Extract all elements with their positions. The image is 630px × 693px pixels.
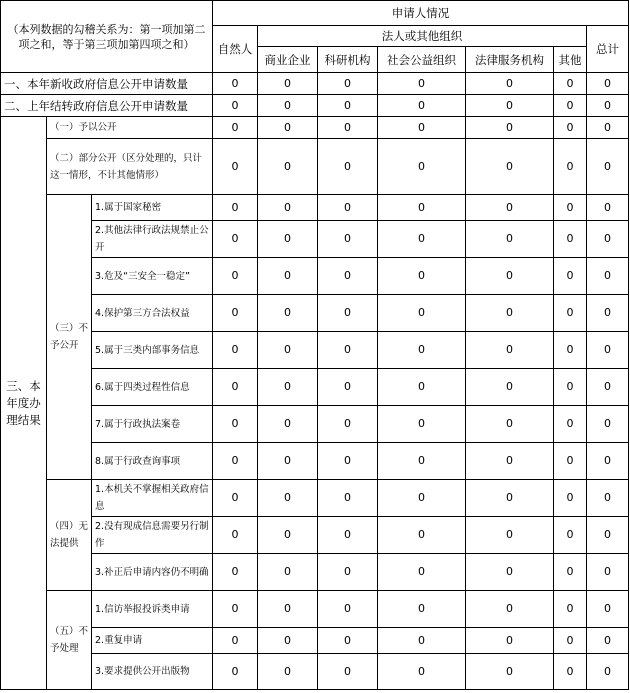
value-cell: 0 — [213, 73, 258, 95]
value-cell: 0 — [466, 73, 554, 95]
row-label: 1.属于国家秘密 — [92, 195, 213, 221]
value-cell: 0 — [378, 517, 466, 554]
value-cell: 0 — [554, 332, 587, 369]
value-cell: 0 — [378, 195, 466, 221]
value-cell: 0 — [554, 654, 587, 690]
applicant-info-header: 申请人情况 — [213, 1, 629, 26]
row-label: 1.信访举报投诉类申请 — [92, 591, 213, 628]
row-label: 一、本年新收政府信息公开申请数量 — [1, 73, 213, 95]
value-cell: 0 — [587, 258, 629, 295]
value-cell: 0 — [466, 443, 554, 480]
value-cell: 0 — [213, 406, 258, 443]
value-cell: 0 — [587, 480, 629, 517]
value-cell: 0 — [378, 591, 466, 628]
value-cell: 0 — [318, 517, 378, 554]
section3-label: 三、本年度办理结果 — [1, 117, 47, 690]
value-cell: 0 — [378, 95, 466, 117]
value-cell: 0 — [213, 369, 258, 406]
value-cell: 0 — [318, 332, 378, 369]
value-cell: 0 — [258, 139, 318, 195]
row-label: 1.本机关不掌握相关政府信息 — [92, 480, 213, 517]
table-row — [1, 443, 629, 480]
value-cell: 0 — [318, 221, 378, 258]
row-label: 8.属于行政查询事项 — [92, 443, 213, 480]
table-row — [1, 628, 629, 654]
value-cell: 0 — [213, 628, 258, 654]
value-cell: 0 — [318, 654, 378, 690]
row-label: （一）予以公开 — [47, 117, 213, 139]
table-row — [1, 221, 629, 258]
value-cell: 0 — [554, 73, 587, 95]
value-cell: 0 — [466, 295, 554, 332]
value-cell: 0 — [258, 517, 318, 554]
value-cell: 0 — [318, 95, 378, 117]
legal-entities-header: 法人或其他组织 — [258, 26, 587, 47]
group-label: （三）不予公开 — [47, 195, 92, 480]
value-cell: 0 — [587, 117, 629, 139]
value-cell: 0 — [554, 554, 587, 591]
value-cell: 0 — [213, 332, 258, 369]
row-label: （二）部分公开（区分处理的，只计这一情形，不计其他情形） — [47, 139, 213, 195]
value-cell: 0 — [587, 369, 629, 406]
table-row — [1, 517, 629, 554]
value-cell: 0 — [466, 628, 554, 654]
value-cell: 0 — [258, 195, 318, 221]
value-cell: 0 — [554, 295, 587, 332]
row-label: 2.没有现成信息需要另行制作 — [92, 517, 213, 554]
table-row — [1, 332, 629, 369]
value-cell: 0 — [258, 554, 318, 591]
value-cell: 0 — [213, 554, 258, 591]
value-cell: 0 — [466, 654, 554, 690]
category-header: 商业企业 — [258, 47, 318, 73]
value-cell: 0 — [378, 628, 466, 654]
value-cell: 0 — [466, 195, 554, 221]
value-cell: 0 — [213, 139, 258, 195]
category-header: 科研机构 — [318, 47, 378, 73]
value-cell: 0 — [554, 95, 587, 117]
value-cell: 0 — [554, 480, 587, 517]
value-cell: 0 — [258, 480, 318, 517]
value-cell: 0 — [318, 369, 378, 406]
value-cell: 0 — [258, 95, 318, 117]
value-cell: 0 — [378, 258, 466, 295]
value-cell: 0 — [466, 332, 554, 369]
table-row — [1, 117, 629, 139]
value-cell: 0 — [554, 139, 587, 195]
value-cell: 0 — [554, 117, 587, 139]
value-cell: 0 — [258, 443, 318, 480]
value-cell: 0 — [258, 258, 318, 295]
value-cell: 0 — [258, 369, 318, 406]
value-cell: 0 — [318, 554, 378, 591]
value-cell: 0 — [554, 517, 587, 554]
table-row — [1, 95, 629, 117]
row-label: 2.其他法律行政法规禁止公开 — [92, 221, 213, 258]
table-row — [1, 591, 629, 628]
row-label: 5.属于三类内部事务信息 — [92, 332, 213, 369]
value-cell: 0 — [378, 139, 466, 195]
value-cell: 0 — [466, 591, 554, 628]
value-cell: 0 — [378, 554, 466, 591]
value-cell: 0 — [587, 443, 629, 480]
value-cell: 0 — [554, 369, 587, 406]
value-cell: 0 — [318, 139, 378, 195]
value-cell: 0 — [466, 517, 554, 554]
table-row — [1, 554, 629, 591]
value-cell: 0 — [318, 117, 378, 139]
value-cell: 0 — [213, 443, 258, 480]
value-cell: 0 — [318, 628, 378, 654]
value-cell: 0 — [587, 517, 629, 554]
value-cell: 0 — [318, 258, 378, 295]
value-cell: 0 — [587, 332, 629, 369]
header-note: （本列数据的勾稽关系为：第一项加第二项之和，等于第三项加第四项之和） — [1, 1, 213, 73]
value-cell: 0 — [587, 628, 629, 654]
table-row — [1, 73, 629, 95]
total-header: 总计 — [587, 26, 629, 73]
table-row — [1, 195, 629, 221]
value-cell: 0 — [378, 480, 466, 517]
value-cell: 0 — [213, 591, 258, 628]
value-cell: 0 — [213, 258, 258, 295]
group-label: （四）无法提供 — [47, 480, 92, 591]
value-cell: 0 — [378, 369, 466, 406]
value-cell: 0 — [378, 73, 466, 95]
value-cell: 0 — [318, 591, 378, 628]
row-label: 2.重复申请 — [92, 628, 213, 654]
value-cell: 0 — [378, 295, 466, 332]
value-cell: 0 — [587, 221, 629, 258]
value-cell: 0 — [258, 295, 318, 332]
value-cell: 0 — [318, 480, 378, 517]
value-cell: 0 — [466, 480, 554, 517]
value-cell: 0 — [258, 332, 318, 369]
value-cell: 0 — [258, 628, 318, 654]
value-cell: 0 — [466, 95, 554, 117]
value-cell: 0 — [466, 406, 554, 443]
value-cell: 0 — [554, 406, 587, 443]
value-cell: 0 — [258, 406, 318, 443]
row-label: 6.属于四类过程性信息 — [92, 369, 213, 406]
value-cell: 0 — [258, 654, 318, 690]
value-cell: 0 — [213, 195, 258, 221]
value-cell: 0 — [554, 591, 587, 628]
value-cell: 0 — [258, 117, 318, 139]
row-label: 3.补正后申请内容仍不明确 — [92, 554, 213, 591]
value-cell: 0 — [318, 295, 378, 332]
value-cell: 0 — [213, 95, 258, 117]
table-row — [1, 295, 629, 332]
row-label: 3.危及“三安全一稳定” — [92, 258, 213, 295]
value-cell: 0 — [318, 443, 378, 480]
value-cell: 0 — [587, 654, 629, 690]
value-cell: 0 — [213, 295, 258, 332]
value-cell: 0 — [318, 406, 378, 443]
value-cell: 0 — [466, 258, 554, 295]
natural-person-header: 自然人 — [213, 26, 258, 73]
value-cell: 0 — [258, 73, 318, 95]
value-cell: 0 — [378, 332, 466, 369]
row-label: 3.要求提供公开出版物 — [92, 654, 213, 690]
value-cell: 0 — [378, 443, 466, 480]
value-cell: 0 — [554, 221, 587, 258]
value-cell: 0 — [554, 258, 587, 295]
value-cell: 0 — [258, 591, 318, 628]
table-row — [1, 406, 629, 443]
value-cell: 0 — [213, 221, 258, 258]
value-cell: 0 — [587, 73, 629, 95]
table-row — [1, 139, 629, 195]
value-cell: 0 — [554, 628, 587, 654]
value-cell: 0 — [213, 117, 258, 139]
category-header: 其他 — [554, 47, 587, 73]
row-label: 4.保护第三方合法权益 — [92, 295, 213, 332]
row-label: 7.属于行政执法案卷 — [92, 406, 213, 443]
value-cell: 0 — [378, 221, 466, 258]
value-cell: 0 — [466, 139, 554, 195]
value-cell: 0 — [466, 369, 554, 406]
value-cell: 0 — [213, 517, 258, 554]
value-cell: 0 — [258, 221, 318, 258]
value-cell: 0 — [213, 480, 258, 517]
value-cell: 0 — [213, 654, 258, 690]
value-cell: 0 — [587, 591, 629, 628]
table-row — [1, 369, 629, 406]
value-cell: 0 — [466, 221, 554, 258]
group-label: （五）不予处理 — [47, 591, 92, 690]
value-cell: 0 — [378, 654, 466, 690]
category-header: 社会公益组织 — [378, 47, 466, 73]
value-cell: 0 — [554, 195, 587, 221]
table-row — [1, 654, 629, 690]
table-row — [1, 480, 629, 517]
value-cell: 0 — [466, 117, 554, 139]
table-row — [1, 258, 629, 295]
value-cell: 0 — [378, 406, 466, 443]
value-cell: 0 — [587, 95, 629, 117]
value-cell: 0 — [378, 117, 466, 139]
category-header: 法律服务机构 — [466, 47, 554, 73]
value-cell: 0 — [587, 195, 629, 221]
value-cell: 0 — [587, 139, 629, 195]
value-cell: 0 — [466, 554, 554, 591]
value-cell: 0 — [318, 195, 378, 221]
value-cell: 0 — [554, 443, 587, 480]
value-cell: 0 — [587, 295, 629, 332]
row-label: 二、上年结转政府信息公开申请数量 — [1, 95, 213, 117]
value-cell: 0 — [587, 406, 629, 443]
value-cell: 0 — [587, 554, 629, 591]
value-cell: 0 — [318, 73, 378, 95]
